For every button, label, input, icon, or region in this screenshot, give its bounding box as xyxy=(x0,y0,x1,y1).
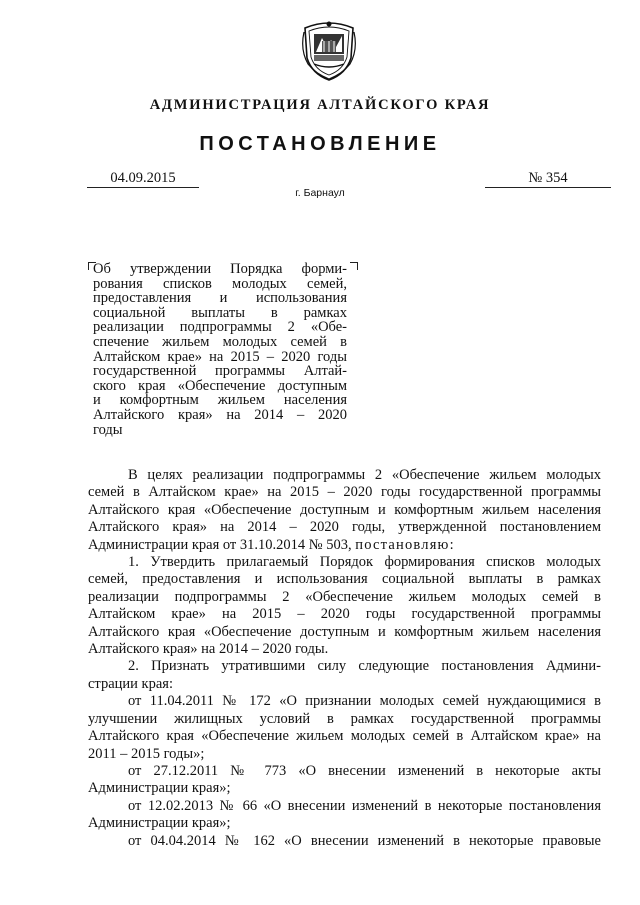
document-type-title: ПОСТАНОВЛЕНИЕ xyxy=(199,133,441,155)
subject-line: ского края «Обеспечение доступным xyxy=(93,377,347,394)
body-line: от 27.12.2011 № 773 «О внесении изменений в некоторые акты xyxy=(128,762,601,779)
subject-line: годы xyxy=(93,421,123,438)
body-line: страции края: xyxy=(88,675,173,692)
subject-line: рования списков молодых семей, xyxy=(93,275,347,292)
resolution-word: постановляю: xyxy=(355,536,455,553)
body-line: реализации подпрограммы 2 «Обеспечение жильем молодых семей в xyxy=(88,588,601,605)
document-subject xyxy=(93,262,347,437)
body-line: 2. Признать утратившими силу следующие постановления Админи- xyxy=(128,658,601,675)
body-line: семей в Алтайском крае» на 2015 – 2020 годы государственной программы xyxy=(88,484,601,501)
document-date: 04.09.2015 xyxy=(87,170,199,188)
coat-of-arms-emblem xyxy=(300,20,358,82)
document-city: г. Барнаул xyxy=(295,187,345,199)
body-line: Алтайского края» на 2014 – 2020 годы, утвержденной постановлением xyxy=(88,519,601,536)
subject-bracket-right xyxy=(350,262,358,270)
document-number: № 354 xyxy=(485,170,611,188)
body-line: улучшении жилищных условий в рамках государственной программы xyxy=(88,710,601,727)
body-line: Алтайского края «Обеспечение доступным и комфортным жильем населения xyxy=(88,623,601,640)
subject-line: реализации подпрограммы 2 «Обе- xyxy=(93,319,347,336)
body-line: Администрации края»; xyxy=(88,780,231,797)
body-line: Алтайского края» на 2014 – 2020 годы. xyxy=(88,641,329,658)
body-line: В целях реализации подпрограммы 2 «Обеспечение жильем молодых xyxy=(128,467,601,483)
body-line: семей, предоставления и использования социальной выплаты в рамках xyxy=(88,571,601,588)
body-line: 1. Утвердить прилагаемый Порядок формирования списков молодых xyxy=(128,554,601,571)
subject-line: Алтайского края» на 2014 – 2020 xyxy=(93,406,347,423)
subject-line: спечение жильем молодых семей в xyxy=(93,333,347,350)
subject-line: и комфортным жильем населения xyxy=(93,392,347,409)
subject-line: Алтайском крае» на 2015 – 2020 годы xyxy=(93,348,347,365)
body-line: 2011 – 2015 годы»; xyxy=(88,745,205,762)
body-line: Алтайского края «Обеспечение доступным и комфортным жильем населения xyxy=(88,501,601,518)
subject-line: предоставления и использования xyxy=(93,290,347,307)
subject-line: государственной программы Алтай- xyxy=(93,363,347,380)
subject-line: Об утверждении Порядка форми- xyxy=(93,261,347,277)
body-line: от 11.04.2011 № 172 «О признании молодых семей нуждающимися в xyxy=(128,693,601,710)
body-line: от 04.04.2014 № 162 «О внесении изменений в некоторые правовые xyxy=(128,832,601,849)
body-line: Алтайском крае» на 2015 – 2020 годы государственной программы xyxy=(88,606,601,623)
body-text: Администрации края от 31.10.2014 № 503, xyxy=(88,536,352,553)
subject-line: социальной выплаты в рамках xyxy=(93,304,347,321)
body-line: Администрации края»; xyxy=(88,815,231,832)
document-body xyxy=(88,467,601,850)
body-line: от 12.02.2013 № 66 «О внесении изменений в некоторые постановления xyxy=(128,797,601,814)
organization-title: АДМИНИСТРАЦИЯ АЛТАЙСКОГО КРАЯ xyxy=(149,97,491,113)
body-line: Алтайского края «Обеспечение жильем молодых семей в Алтайском крае» на xyxy=(88,728,601,745)
body-line xyxy=(88,537,601,554)
